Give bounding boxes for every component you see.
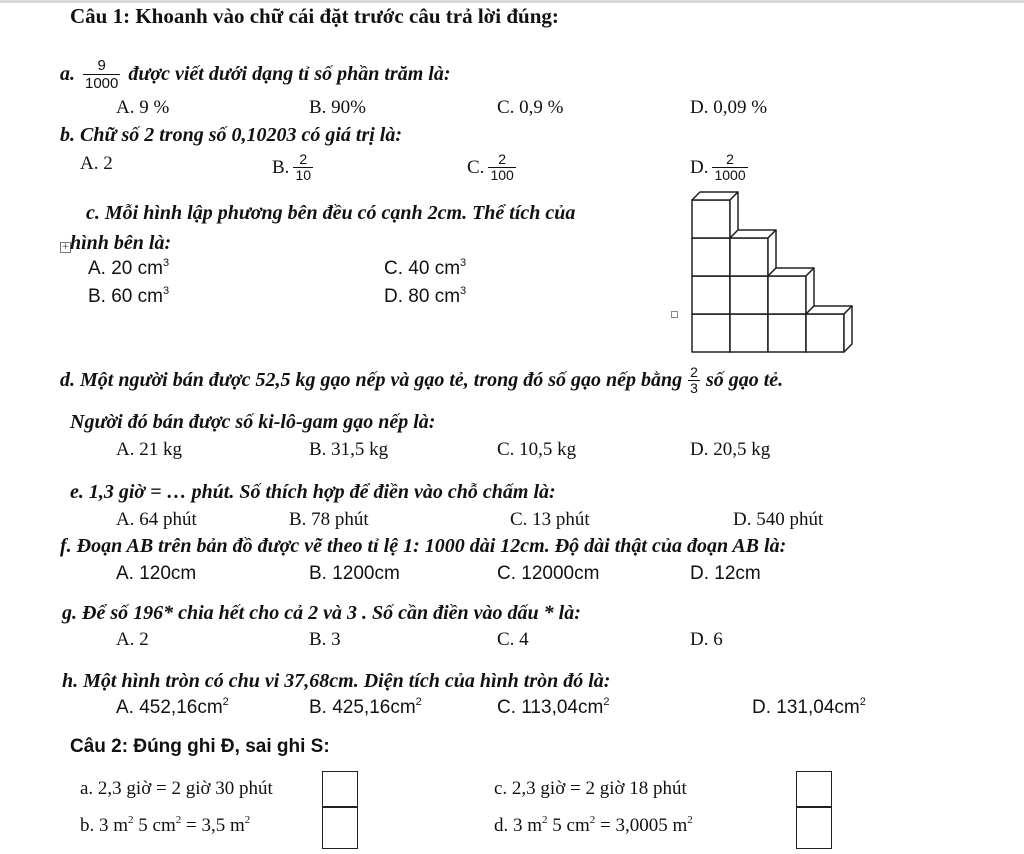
q2-b-sup1: 2	[128, 814, 134, 826]
anchor-marker	[671, 311, 678, 318]
q2-b-sup2: 2	[175, 814, 182, 826]
part-a-option-a[interactable]: A. 9 %	[116, 97, 170, 118]
part-c-option-a-label: A. 20 cm	[88, 258, 163, 279]
q2-d-part2: 5 cm	[547, 815, 590, 836]
part-d-text: d. Một người bán được 52,5 kg gạo nếp và gạo tẻ, trong đó số gạo nếp bằng	[60, 368, 683, 391]
part-d-option-b[interactable]: B. 31,5 kg	[309, 439, 389, 460]
part-f-option-c[interactable]: C. 12000cm	[497, 563, 600, 584]
part-h-question: h. Một hình tròn có chu vi 37,68cm. Diện tích của hình tròn đó là:	[62, 670, 611, 692]
question-1-title: Câu 1: Khoanh vào chữ cái đặt trước câu trả lời đúng:	[70, 4, 559, 28]
part-b-option-c-fraction	[488, 152, 515, 183]
part-g-option-d[interactable]: D. 6	[690, 629, 723, 650]
part-f-option-b[interactable]: B. 1200cm	[309, 563, 400, 584]
part-f-option-d[interactable]: D. 12cm	[690, 563, 761, 584]
part-e-option-c[interactable]: C. 13 phút	[510, 509, 590, 530]
part-d-frac-den: 3	[690, 379, 698, 396]
q2-answer-box-b[interactable]	[322, 807, 358, 849]
part-c-option-b-label: B. 60 cm	[88, 286, 163, 307]
part-b-option-d-den: 1000	[714, 167, 746, 183]
part-c-option-c-label: C. 40 cm	[384, 258, 461, 279]
q2-d-sup2: 2	[589, 814, 596, 826]
part-b-question: b. Chữ số 2 trong số 0,10203 có giá trị là:	[60, 124, 403, 146]
part-b-option-c[interactable]	[467, 152, 516, 183]
cube	[806, 306, 852, 352]
part-g-option-c[interactable]: C. 4	[497, 629, 529, 650]
part-d-option-d[interactable]: D. 20,5 kg	[690, 439, 771, 460]
part-e-option-d[interactable]: D. 540 phút	[733, 509, 824, 530]
part-c-question-line2: hình bên là:	[70, 232, 172, 254]
q2-statement-a: a. 2,3 giờ = 2 giờ 30 phút	[80, 778, 273, 799]
q2-statement-d	[494, 815, 693, 837]
question-2-title: Câu 2: Đúng ghi Đ, sai ghi S:	[70, 736, 330, 757]
part-c-option-b[interactable]	[88, 286, 169, 308]
part-c-option-d[interactable]	[384, 286, 466, 308]
part-h-option-a[interactable]	[116, 697, 229, 719]
part-d-fraction	[688, 365, 700, 396]
part-h-option-b-label: B. 425,16cm	[309, 697, 416, 718]
part-h-option-c-label: C. 113,04cm	[497, 697, 604, 718]
part-g-question: g. Để số 196* chia hết cho cả 2 và 3 . Số cần điền vào dấu * là:	[62, 602, 581, 624]
cube-staircase-figure	[686, 186, 866, 358]
part-g-option-a[interactable]: A. 2	[116, 629, 149, 650]
part-d-text-end: số gạo tẻ.	[705, 368, 784, 391]
part-h-option-c-sup: 2	[603, 696, 610, 708]
part-d-question-line1	[60, 356, 783, 404]
part-c-option-d-sup: 3	[460, 285, 467, 297]
part-b-option-b-num: 2	[299, 151, 308, 167]
part-h-option-a-sup: 2	[222, 696, 229, 708]
part-d-frac-num: 2	[690, 363, 698, 380]
part-c-question-line1: c. Mỗi hình lập phương bên đều có cạnh 2cm. Thể tích của	[86, 202, 576, 224]
part-a-fraction	[83, 57, 120, 92]
part-b-option-b-fraction	[293, 152, 313, 183]
part-b-option-b[interactable]	[272, 152, 313, 183]
part-b-option-d[interactable]	[690, 152, 748, 183]
part-a-frac-num: 9	[97, 56, 106, 74]
part-b-option-d-label: D.	[690, 156, 709, 178]
q2-d-part1: d. 3 m	[494, 815, 543, 836]
part-a-question	[60, 52, 450, 96]
part-f-option-a[interactable]: A. 120cm	[116, 563, 197, 584]
part-c-option-c[interactable]	[384, 258, 466, 280]
cube	[730, 230, 776, 276]
q2-answer-box-d[interactable]	[796, 807, 832, 849]
part-d-question-line2: Người đó bán được số ki-lô-gam gạo nếp là:	[70, 411, 436, 433]
move-handle-icon[interactable]: +	[61, 242, 70, 252]
part-d-option-c[interactable]: C. 10,5 kg	[497, 439, 577, 460]
part-c-option-a[interactable]	[88, 258, 169, 280]
part-h-option-c[interactable]	[497, 697, 609, 719]
part-b-option-c-den: 100	[490, 167, 514, 183]
part-e-option-b[interactable]: B. 78 phút	[289, 509, 369, 530]
part-b-option-b-label: B.	[272, 156, 290, 178]
part-c-option-a-sup: 3	[162, 257, 170, 269]
part-h-option-d[interactable]	[752, 697, 866, 719]
q2-answer-box-a[interactable]	[322, 771, 358, 807]
part-h-option-d-sup: 2	[859, 696, 866, 708]
part-h-option-d-label: D. 131,04cm	[752, 697, 860, 718]
part-a-frac-den: 1000	[85, 74, 119, 92]
part-a-option-d[interactable]: D. 0,09 %	[690, 97, 768, 118]
q2-d-part3: = 3,0005 m	[595, 815, 688, 836]
part-b-option-c-num: 2	[498, 151, 507, 167]
part-g-option-b[interactable]: B. 3	[309, 629, 341, 650]
cube	[692, 192, 738, 238]
part-c-option-d-label: D. 80 cm	[384, 286, 461, 307]
q2-d-sup1: 2	[542, 814, 548, 826]
part-b-option-a[interactable]: A. 2	[80, 153, 113, 174]
part-e-question: e. 1,3 giờ = … phút. Số thích hợp để điền vào chỗ chấm là:	[70, 481, 556, 503]
q2-statement-b	[80, 815, 250, 837]
part-c-option-b-sup: 3	[162, 285, 170, 297]
part-d-option-a[interactable]: A. 21 kg	[116, 439, 182, 460]
q2-b-part3: = 3,5 m	[181, 815, 245, 836]
q2-d-sup3: 2	[687, 814, 693, 826]
part-h-option-b[interactable]	[309, 697, 422, 719]
part-c-option-c-sup: 3	[460, 257, 467, 269]
top-border	[0, 0, 1024, 3]
cube-drawing	[692, 192, 852, 352]
q2-b-sup3: 2	[244, 814, 251, 826]
part-e-option-a[interactable]: A. 64 phút	[116, 509, 197, 530]
cube	[768, 268, 814, 314]
q2-b-part1: b. 3 m	[80, 815, 129, 836]
q2-answer-box-c[interactable]	[796, 771, 832, 807]
part-a-option-b[interactable]: B. 90%	[309, 97, 366, 118]
q2-statement-c: c. 2,3 giờ = 2 giờ 18 phút	[494, 778, 687, 799]
part-b-option-d-fraction	[712, 152, 747, 183]
part-h-option-a-label: A. 452,16cm	[116, 697, 223, 718]
part-b-option-c-label: C.	[467, 156, 485, 178]
part-a-prefix: a.	[60, 62, 75, 85]
part-a-text: được viết dưới dạng tỉ số phần trăm là:	[128, 62, 451, 85]
part-a-option-c[interactable]: C. 0,9 %	[497, 97, 564, 118]
part-b-option-d-num: 2	[726, 151, 734, 167]
part-b-option-b-den: 10	[295, 167, 312, 183]
part-f-question: f. Đoạn AB trên bản đồ được vẽ theo tỉ lệ 1: 1000 dài 12cm. Độ dài thật của đoạn AB là:	[60, 535, 787, 557]
part-h-option-b-sup: 2	[415, 696, 422, 708]
q2-b-part2: 5 cm	[133, 815, 176, 836]
